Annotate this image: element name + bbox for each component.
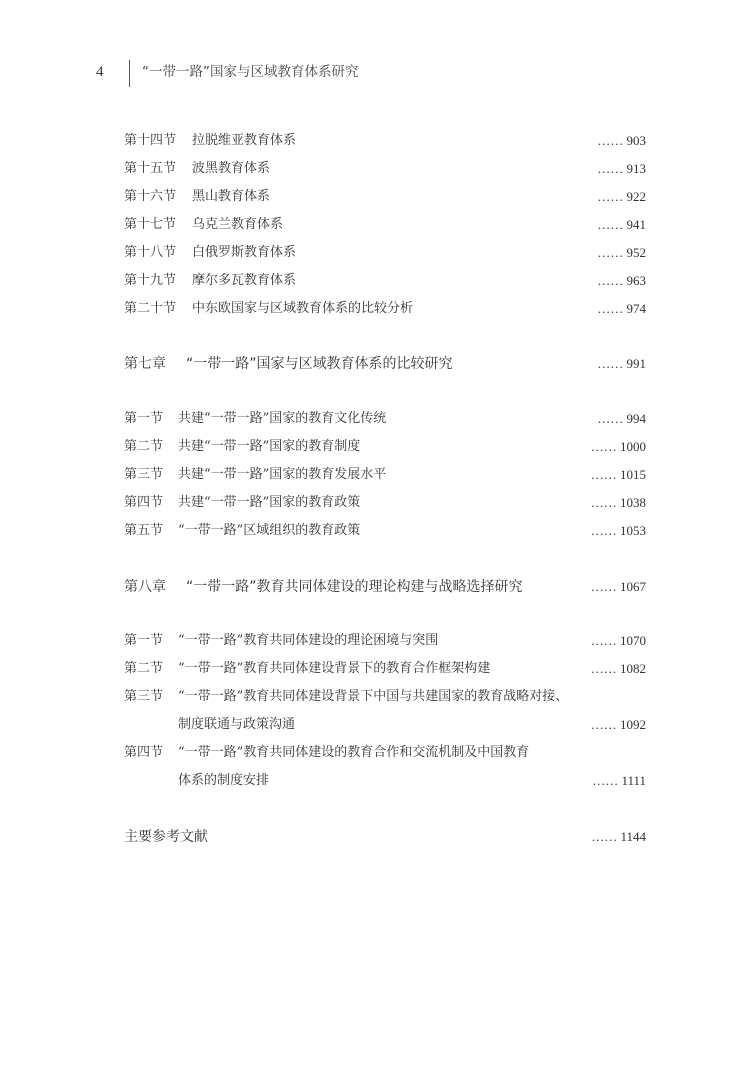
toc-entry-section-15[interactable] xyxy=(124,158,646,180)
toc-entry-page: …… 952 xyxy=(597,245,646,260)
toc-entry-page: …… 1092 xyxy=(590,717,646,732)
toc-entry-ch7-section-3[interactable] xyxy=(124,464,646,486)
header-divider xyxy=(129,60,130,87)
toc-entry-label: 第五节 xyxy=(124,523,164,538)
toc-entry-page: …… 991 xyxy=(597,356,646,371)
toc-entry-page: …… 1015 xyxy=(590,467,646,482)
toc-entry-section-20[interactable] xyxy=(124,298,646,320)
toc-entry-page: …… 1111 xyxy=(592,773,646,788)
toc-entry-chapter-8[interactable] xyxy=(124,576,646,598)
toc-entry-ch8-section-3-continued[interactable] xyxy=(124,714,646,736)
toc-entry-title-continued: 制度联通与政策沟通 xyxy=(178,717,296,732)
toc-entry-label: 第二十节 xyxy=(124,301,177,316)
toc-entry-page: …… 903 xyxy=(597,133,646,148)
toc-entry-page: …… 1000 xyxy=(590,439,646,454)
toc-entry-title: 共建“一带一路”国家的教育制度 xyxy=(178,439,361,454)
toc-entry-page: …… 963 xyxy=(597,273,646,288)
toc-entry-page: …… 994 xyxy=(597,411,646,426)
toc-entry-ch7-section-1[interactable] xyxy=(124,408,646,430)
toc-entry-label: 第十六节 xyxy=(124,189,177,204)
toc-entry-label: 第十五节 xyxy=(124,161,177,176)
toc-entry-label: 第二节 xyxy=(124,661,164,676)
toc-entry-label: 第十四节 xyxy=(124,133,177,148)
toc-entry-ch8-section-2[interactable] xyxy=(124,658,646,680)
toc-references-title: 主要参考文献 xyxy=(124,829,208,845)
toc-entry-title-continued: 体系的制度安排 xyxy=(178,773,270,788)
toc-entry-label: 第二节 xyxy=(124,439,164,454)
toc-entry-title: 共建“一带一路”国家的教育文化传统 xyxy=(178,411,387,426)
toc-entry-label: 第四节 xyxy=(124,745,164,760)
toc-entry-references[interactable] xyxy=(124,826,646,848)
toc-entry-title: 乌克兰教育体系 xyxy=(192,217,284,232)
toc-entry-ch8-section-4-continued[interactable] xyxy=(124,770,646,792)
toc-entry-ch7-section-5[interactable] xyxy=(124,520,646,542)
toc-entry-page: …… 1144 xyxy=(591,829,646,844)
toc-entry-page: …… 913 xyxy=(597,161,646,176)
toc-entry-page: …… 1053 xyxy=(590,523,646,538)
toc-entry-title: “一带一路”教育共同体建设的理论困境与突围 xyxy=(178,633,439,648)
toc-chapter-label: 第七章 xyxy=(124,356,166,372)
toc-entry-page: …… 922 xyxy=(597,189,646,204)
page-number: 4 xyxy=(96,64,104,80)
toc-entry-page: …… 1038 xyxy=(590,495,646,510)
toc-entry-title: “一带一路”区域组织的教育政策 xyxy=(178,523,361,538)
toc-entry-page: …… 1067 xyxy=(590,579,646,594)
toc-entry-ch8-section-1[interactable] xyxy=(124,630,646,652)
page-header xyxy=(0,0,750,100)
toc-entry-title: 共建“一带一路”国家的教育发展水平 xyxy=(178,467,387,482)
toc-chapter-title: “一带一路”国家与区域教育体系的比较研究 xyxy=(186,356,453,372)
toc-entry-label: 第三节 xyxy=(124,467,164,482)
toc-entry-ch7-section-4[interactable] xyxy=(124,492,646,514)
toc-chapter-title: “一带一路”教育共同体建设的理论构建与战略选择研究 xyxy=(186,579,523,595)
toc-entry-title: 中东欧国家与区域教育体系的比较分析 xyxy=(192,301,414,316)
running-title: “一带一路”国家与区域教育体系研究 xyxy=(142,64,359,80)
toc-entry-label: 第三节 xyxy=(124,689,164,704)
toc-entry-title: “一带一路”教育共同体建设的教育合作和交流机制及中国教育 xyxy=(178,745,530,760)
toc-entry-label: 第四节 xyxy=(124,495,164,510)
toc-entry-title: “一带一路”教育共同体建设背景下的教育合作框架构建 xyxy=(178,661,491,676)
toc-entry-title: 波黑教育体系 xyxy=(192,161,271,176)
toc-entry-page: …… 974 xyxy=(597,301,646,316)
toc-entry-title: 摩尔多瓦教育体系 xyxy=(192,273,297,288)
toc-entry-label: 第一节 xyxy=(124,633,164,648)
toc-entry-page: …… 1082 xyxy=(590,661,646,676)
toc-chapter-label: 第八章 xyxy=(124,579,166,595)
toc-entry-section-16[interactable] xyxy=(124,186,646,208)
toc-entry-label: 第十九节 xyxy=(124,273,177,288)
toc-entry-title: 黑山教育体系 xyxy=(192,189,271,204)
toc-entry-page: …… 1070 xyxy=(590,633,646,648)
toc-entry-title: “一带一路”教育共同体建设背景下中国与共建国家的教育战略对接、 xyxy=(178,689,569,704)
toc-entry-label: 第十八节 xyxy=(124,245,177,260)
toc-entry-page: …… 941 xyxy=(597,217,646,232)
toc-entry-label: 第一节 xyxy=(124,411,164,426)
toc-entry-title: 拉脱维亚教育体系 xyxy=(192,133,297,148)
toc-entry-ch7-section-2[interactable] xyxy=(124,436,646,458)
toc-entry-section-18[interactable] xyxy=(124,242,646,264)
toc-entry-section-19[interactable] xyxy=(124,270,646,292)
toc-entry-ch8-section-3[interactable] xyxy=(124,686,646,708)
toc-entry-ch8-section-4[interactable] xyxy=(124,742,646,764)
toc-entry-title: 白俄罗斯教育体系 xyxy=(192,245,297,260)
toc-entry-section-17[interactable] xyxy=(124,214,646,236)
toc-entry-title: 共建“一带一路”国家的教育政策 xyxy=(178,495,361,510)
toc-entry-label: 第十七节 xyxy=(124,217,177,232)
toc-entry-section-14[interactable] xyxy=(124,130,646,152)
toc-entry-chapter-7[interactable] xyxy=(124,353,646,375)
